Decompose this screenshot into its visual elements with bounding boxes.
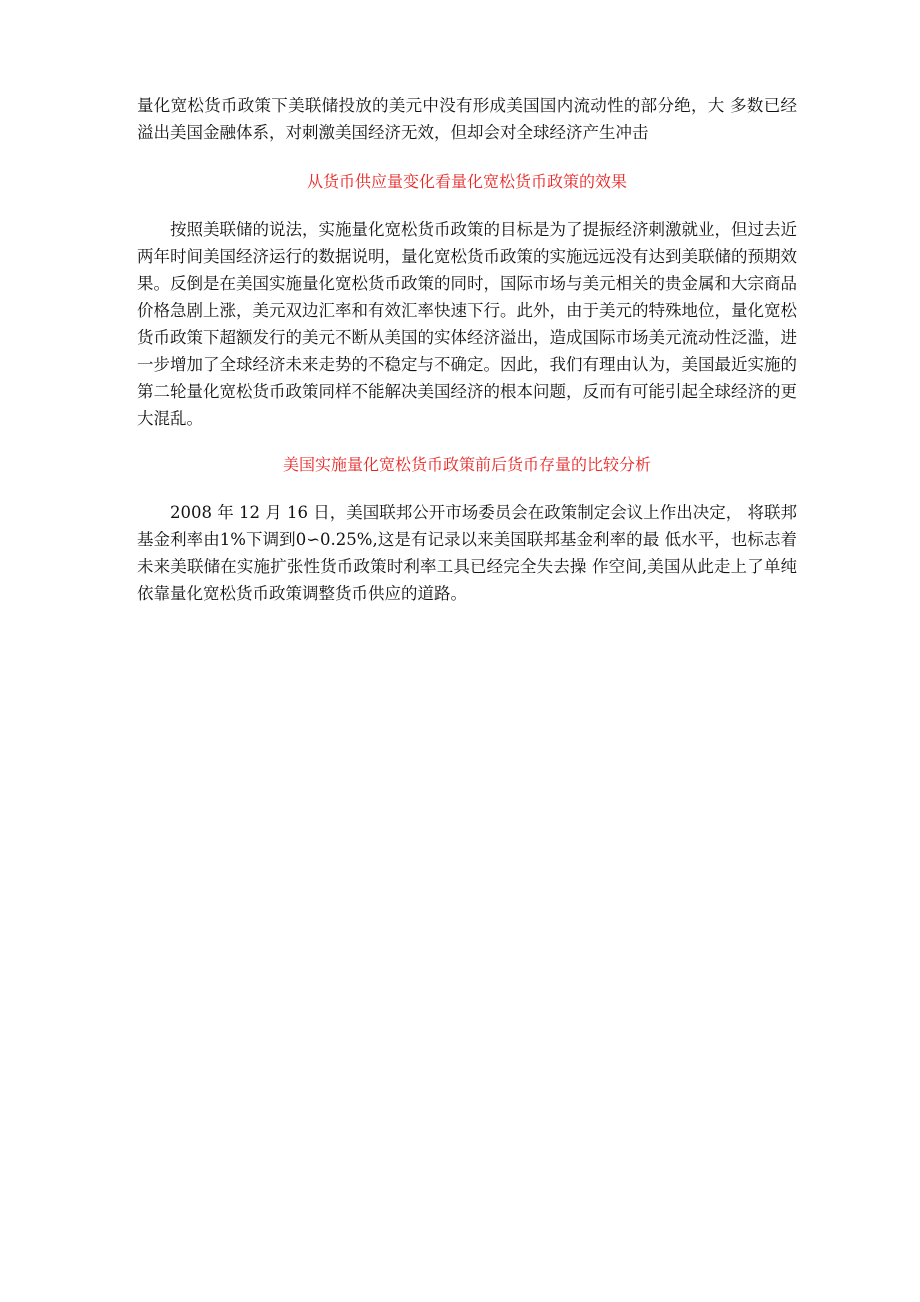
body-paragraph-intro: 量化宽松货币政策下美联储投放的美元中没有形成美国国内流动性的部分绝，大 多数已经溢出美国金融体系，对刺激美国经济无效，但却会对全球经济产生冲击 bbox=[137, 96, 797, 142]
section-heading-money-supply: 从货币供应量变化看量化宽松货币政策的效果 bbox=[306, 172, 627, 191]
body-paragraph-rate-cut: 2008 年 12 月 16 日，美国联邦公开市场委员会在政策制定会议上作出决定， 将联邦基金利率由1%下调到0∽0.25%,这是有记录以来美国联邦基金利率的最 低水平，也标志着未来美联储在实施扩张性货币政策时利率工具已经完全失去操 作空间,美国从此走上了单纯依靠量化宽松货币政策调整货币供应的道路。 bbox=[137, 503, 797, 603]
section-heading-comparison: 美国实施量化宽松货币政策前后货币存量的比较分析 bbox=[282, 455, 651, 474]
document-page bbox=[137, 92, 797, 607]
body-paragraph-effects: 按照美联储的说法，实施量化宽松货币政策的目标是为了提振经济刺激就业，但过去近两年时间美国经济运行的数据说明，量化宽松货币政策的实施远远没有达到美联储的预期效果。反倒是在美国实施量化宽松货币政策的同时，国际市场与美元相关的贵金属和大宗商品价格急剧上涨，美元双边汇率和有效汇率快速下行。此外，由于美元的特殊地位，量化宽松货币政策下超额发行的美元不断从美国的实体经济溢出，造成国际市场美元流动性泛滥，进一步增加了全球经济未来走势的不稳定与不确定。因此，我们有理由认为，美国最近实施的第二轮量化宽松货币政策同样不能解决美国经济的根本问题，反而有可能引起全球经济的更大混乱。 bbox=[137, 220, 797, 428]
